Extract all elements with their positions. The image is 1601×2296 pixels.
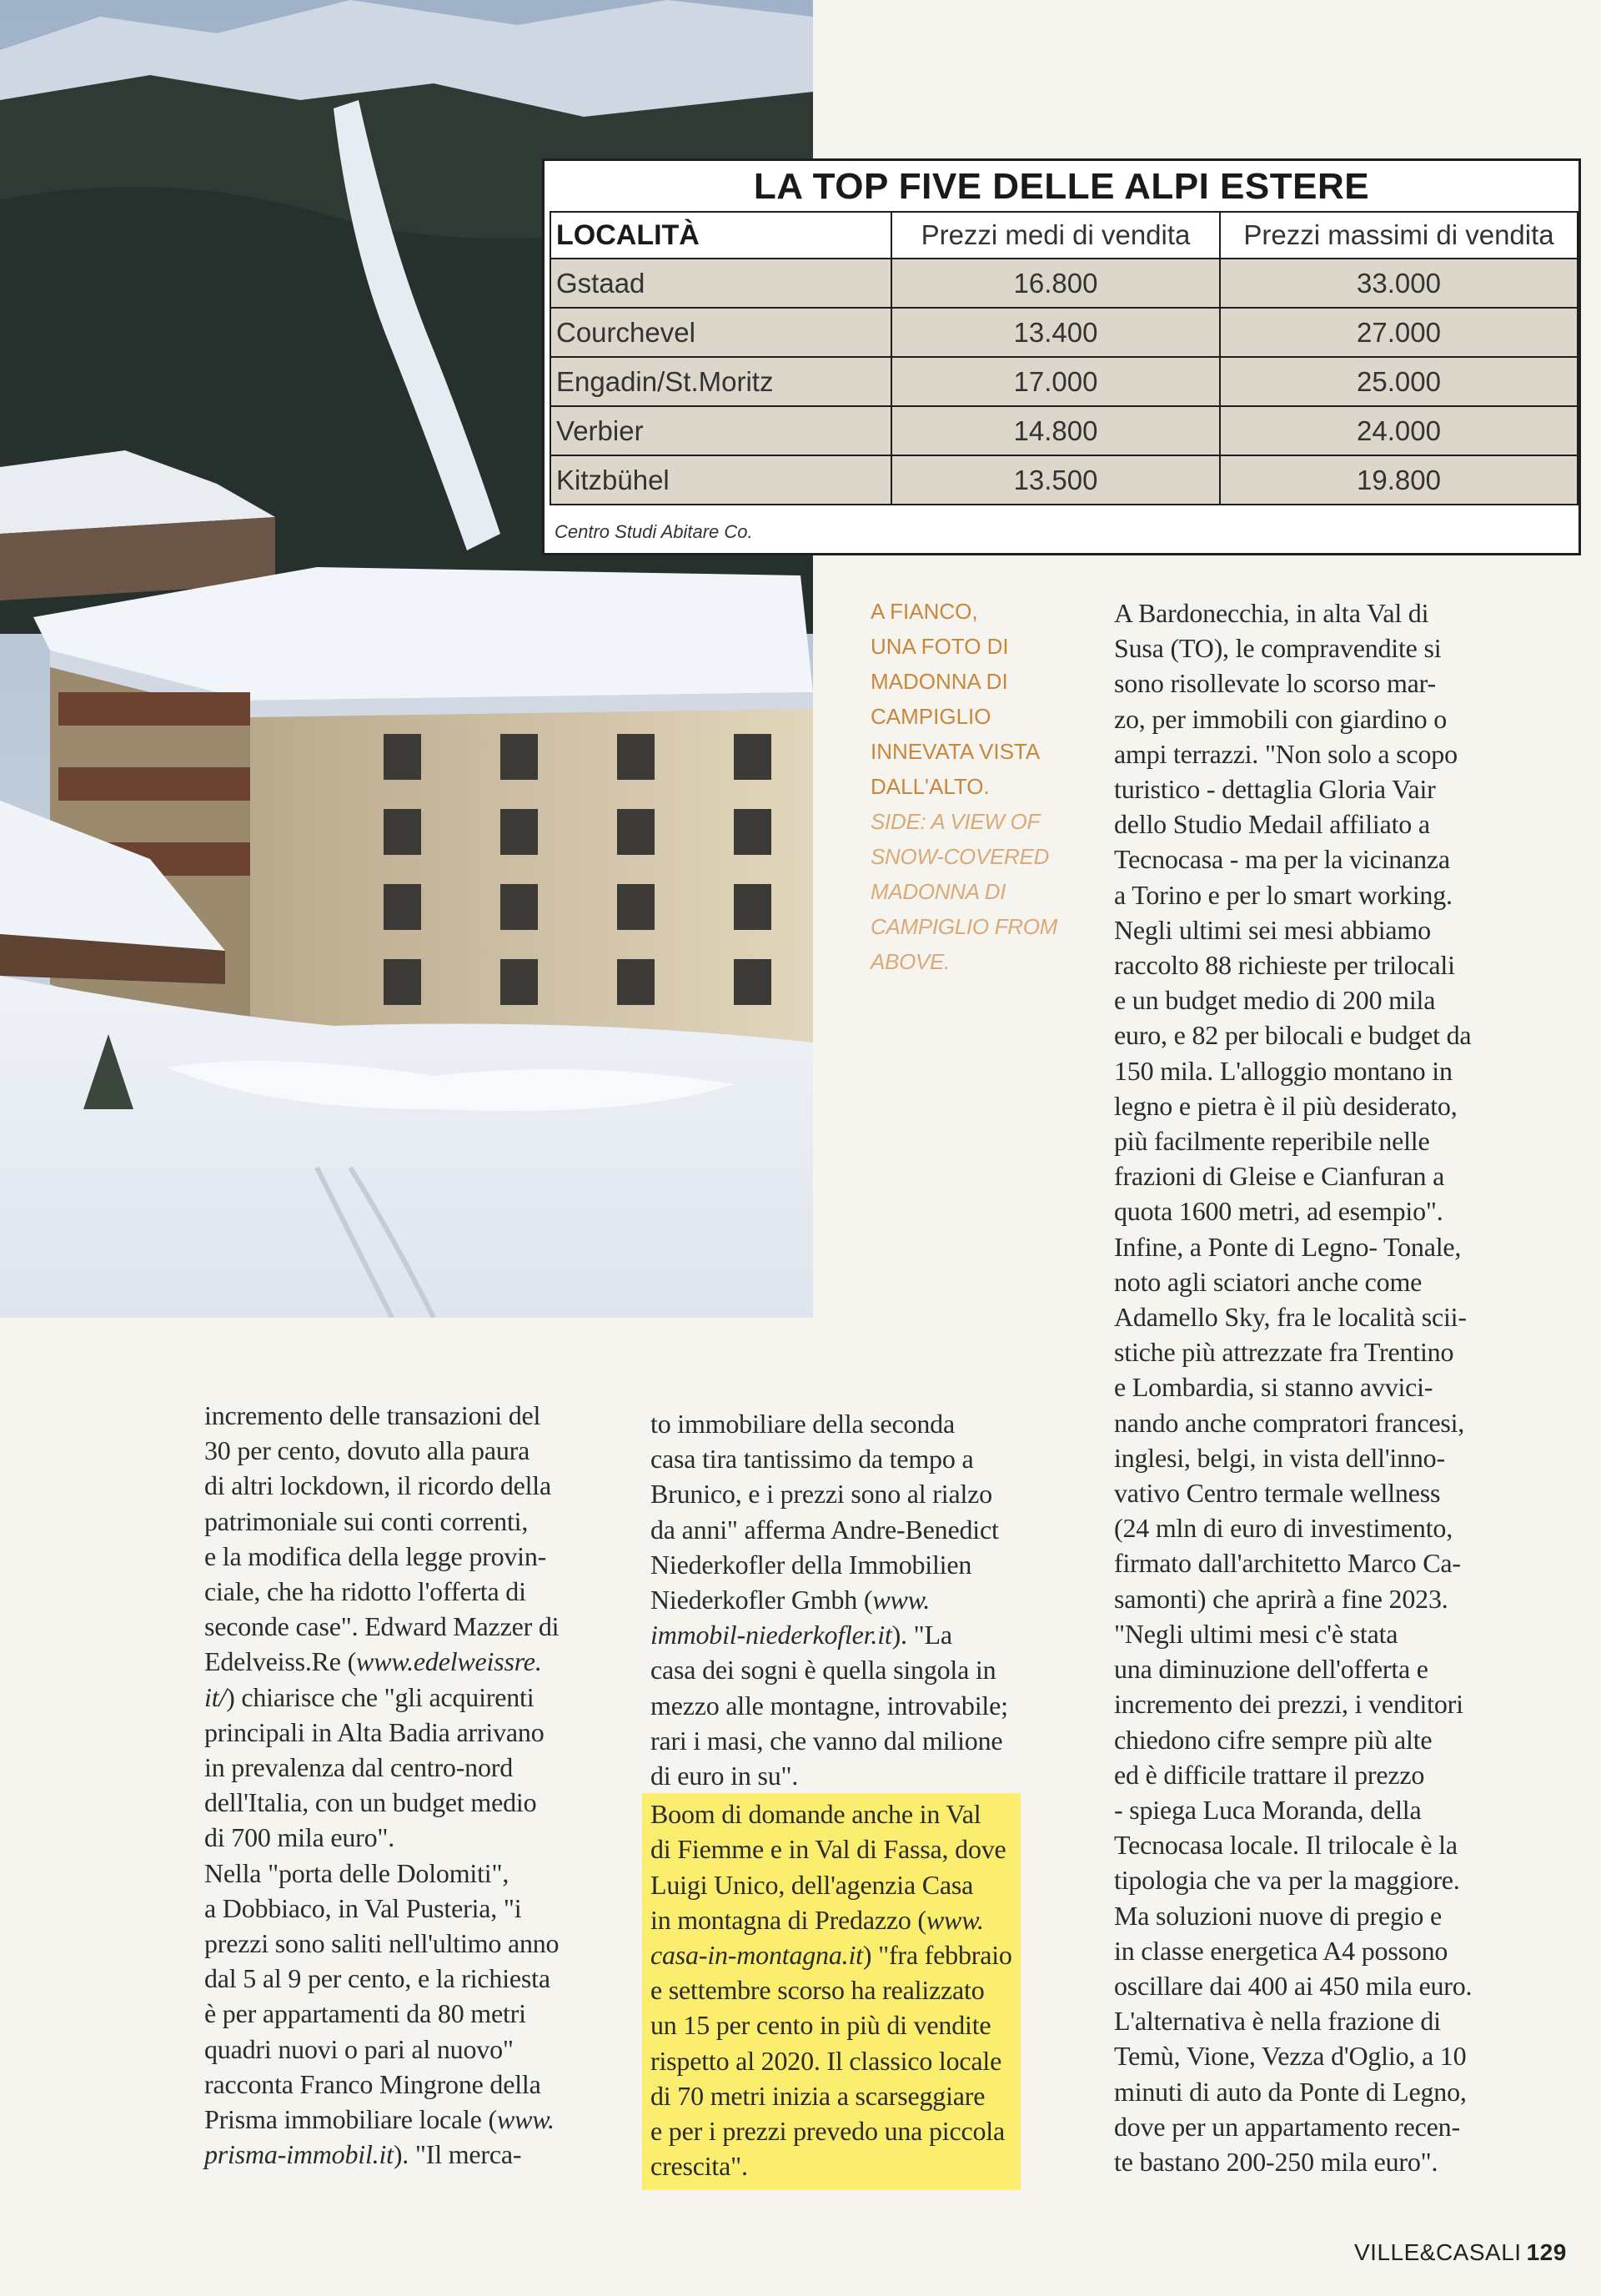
text-line: in classe energetica A4 possono (1114, 1935, 1448, 1966)
page-number: 129 (1526, 2239, 1567, 2265)
text-line: crescita". (650, 2151, 748, 2182)
text-line: - spiega Luca Moranda, della (1114, 1794, 1422, 1825)
text-line: di Fiemme e in Val di Fassa, dove (650, 1834, 1006, 1865)
text-line: frazioni di Gleise e Cianfuran a (1114, 1161, 1445, 1192)
text-line: Susa (TO), le compravendite si (1114, 633, 1442, 664)
text-line: A Bardonecchia, in alta Val di (1114, 598, 1429, 628)
text-line: Niederkofler Gmbh (www. (650, 1585, 931, 1615)
cell-prezzo-massimo: 33.000 (1220, 259, 1578, 308)
text-line: it/) chiarisce che "gli acquirenti (204, 1681, 535, 1712)
cell-localita: Gstaad (550, 259, 891, 308)
table-title: LA TOP FIVE DELLE ALPI ESTERE (753, 166, 1370, 207)
caption-en-line: SIDE: A VIEW OF (871, 809, 1041, 834)
text-line: Tecnocasa locale. Il trilocale è la (1114, 1830, 1458, 1861)
text-line: racconta Franco Mingrone della (204, 2068, 541, 2099)
text-line: turistico - dettaglia Gloria Vair (1114, 774, 1436, 805)
caption-it-line: UNA FOTO DI (871, 634, 1009, 659)
text-line: e la modifica della legge provin- (204, 1540, 547, 1571)
text-line: di euro in su". (650, 1761, 799, 1791)
text-line: e per i prezzi prevedo una piccola (650, 2116, 1005, 2147)
table-row (550, 455, 1578, 505)
text-line: a Torino e per lo smart working. (1114, 879, 1453, 910)
table-row (550, 357, 1578, 406)
text-line: L'alternativa è nella frazione di (1114, 2006, 1441, 2037)
text-line: ed è difficile trattare il prezzo (1114, 1759, 1425, 1790)
caption-it-line: MADONNA DI (871, 669, 1008, 694)
text-line: mezzo alle montagne, introvabile; (650, 1690, 1008, 1721)
table-row (550, 259, 1578, 308)
cell-prezzo-massimo: 25.000 (1220, 357, 1578, 406)
header-localita: LOCALITÀ (550, 212, 891, 259)
cell-prezzo-massimo: 24.000 (1220, 406, 1578, 455)
header-prezzi-massimi: Prezzi massimi di vendita (1220, 212, 1578, 259)
page-footer (1354, 2239, 1567, 2266)
text-line: samonti) che aprirà a fine 2023. (1114, 1583, 1448, 1614)
cell-localita: Kitzbühel (550, 455, 891, 505)
text-line: stiche più attrezzate fra Trentino (1114, 1337, 1454, 1368)
cell-prezzo-massimo: 27.000 (1220, 308, 1578, 357)
cell-prezzo-medio: 13.500 (891, 455, 1220, 505)
text-line: rari i masi, che vanno dal milione (650, 1725, 1003, 1756)
text-line: dal 5 al 9 per cento, e la richiesta (204, 1963, 550, 1994)
text-line: in prevalenza dal centro-nord (204, 1752, 514, 1783)
caption-it-line: A FIANCO, (871, 599, 978, 624)
text-line: tipologia che va per la maggiore. (1114, 1865, 1460, 1896)
text-line: un 15 per cento in più di vendite (650, 2010, 991, 2041)
text-line: to immobiliare della seconda (650, 1409, 955, 1439)
text-line: più facilmente reperibile nelle (1114, 1126, 1430, 1157)
cell-localita: Engadin/St.Moritz (550, 357, 891, 406)
photo-caption (871, 594, 1079, 979)
caption-en-line: ABOVE. (871, 949, 951, 974)
text-line: a Dobbiaco, in Val Pusteria, "i (204, 1892, 522, 1923)
text-line: noto agli sciatori anche come (1114, 1266, 1423, 1297)
text-line: e Lombardia, si stanno avvici- (1114, 1372, 1433, 1403)
text-line: vativo Centro termale wellness (1114, 1478, 1441, 1509)
text-line: Infine, a Ponte di Legno- Tonale, (1114, 1231, 1462, 1262)
highlighted-paragraph (642, 1793, 1021, 2190)
text-line: rispetto al 2020. Il classico locale (650, 2045, 1002, 2076)
text-line: Niederkofler della Immobilien (650, 1549, 972, 1580)
text-line: 30 per cento, dovuto alla paura (204, 1435, 530, 1466)
caption-en-line: SNOW-COVERED (871, 844, 1050, 869)
text-line: legno e pietra è il più desiderato, (1114, 1090, 1458, 1121)
table-row (550, 406, 1578, 455)
caption-it-line: CAMPIGLIO (871, 704, 991, 729)
text-line: "Negli ultimi mesi c'è stata (1114, 1618, 1398, 1649)
caption-en-line: MADONNA DI (871, 879, 1006, 904)
text-line: ampi terrazzi. "Non solo a scopo (1114, 738, 1458, 769)
text-line: quota 1600 metri, ad esempio". (1114, 1196, 1443, 1227)
text-line: Tecnocasa - ma per la vicinanza (1114, 844, 1450, 875)
table-source: Centro Studi Abitare Co. (555, 521, 753, 542)
text-line: Negli ultimi sei mesi abbiamo (1114, 914, 1431, 945)
cell-prezzo-medio: 13.400 (891, 308, 1220, 357)
text-line: in montagna di Predazzo (www. (650, 1904, 984, 1935)
article-column-2 (650, 1406, 1067, 2190)
prices-table (550, 211, 1578, 505)
text-line: Brunico, e i prezzi sono al rialzo (650, 1479, 992, 1510)
cell-prezzo-medio: 17.000 (891, 357, 1220, 406)
text-line: (24 mln di euro di investimento, (1114, 1513, 1453, 1544)
text-line: incremento delle transazioni del (204, 1400, 541, 1430)
text-line: quadri nuovi o pari al nuovo" (204, 2033, 514, 2064)
cell-prezzo-medio: 14.800 (891, 406, 1220, 455)
text-line: casa-in-montagna.it) "fra febbraio (650, 1940, 1012, 1971)
text-line: Luigi Unico, dell'agenzia Casa (650, 1869, 974, 1900)
text-line: seconde case". Edward Mazzer di (204, 1611, 560, 1642)
text-line: incremento dei prezzi, i venditori (1114, 1689, 1463, 1720)
text-line: te bastano 200-250 mila euro". (1114, 2146, 1438, 2177)
text-line: di 70 metri inizia a scarseggiare (650, 2080, 986, 2111)
article-column-3 (1114, 595, 1548, 2179)
text-line: Nella "porta delle Dolomiti", (204, 1857, 509, 1888)
text-line: casa dei sogni è quella singola in (650, 1655, 996, 1686)
text-line: Ma soluzioni nuove di pregio e (1114, 1900, 1443, 1931)
text-line: ciale, che ha ridotto l'offerta di (204, 1576, 526, 1607)
table-header-row (550, 212, 1578, 259)
header-prezzi-medi: Prezzi medi di vendita (891, 212, 1220, 259)
text-line: Edelveiss.Re (www.edelweissre. (204, 1646, 542, 1677)
text-line: firmato dall'architetto Marco Ca- (1114, 1548, 1461, 1579)
text-line: di 700 mila euro". (204, 1822, 395, 1853)
text-line: immobil-niederkofler.it). "La (650, 1620, 952, 1650)
text-line: Adamello Sky, fra le località scii- (1114, 1302, 1467, 1333)
text-line: sono risollevate lo scorso mar- (1114, 668, 1436, 699)
cell-prezzo-medio: 16.800 (891, 259, 1220, 308)
text-line: dell'Italia, con un budget medio (204, 1787, 537, 1818)
text-line: prisma-immobil.it). "Il merca- (204, 2139, 522, 2170)
text-line: e un budget medio di 200 mila (1114, 985, 1436, 1016)
text-line: casa tira tantissimo da tempo a (650, 1444, 974, 1475)
text-line: patrimoniale sui conti correnti, (204, 1505, 529, 1536)
text-line: 150 mila. L'alloggio montano in (1114, 1055, 1453, 1086)
text-line: Temù, Vione, Vezza d'Oglio, a 10 (1114, 2041, 1467, 2072)
article-column-1 (204, 1398, 613, 2172)
text-line: di altri lockdown, il ricordo della (204, 1470, 552, 1501)
table-row (550, 308, 1578, 357)
text-line: da anni" afferma Andre-Benedict (650, 1514, 999, 1545)
text-line: una diminuzione dell'offerta e (1114, 1654, 1428, 1685)
text-line: inglesi, belgi, in vista dell'inno- (1114, 1442, 1445, 1473)
text-line: Prisma immobiliare locale (www. (204, 2104, 555, 2135)
text-line: nando anche compratori francesi, (1114, 1407, 1465, 1438)
text-line: prezzi sono saliti nell'ultimo anno (204, 1928, 560, 1959)
caption-it-line: DALL'ALTO. (871, 774, 990, 799)
text-line: zo, per immobili con giardino o (1114, 703, 1448, 734)
text-line: dove per un appartamento recen- (1114, 2111, 1460, 2142)
text-line: chiedono cifre sempre più alte (1114, 1724, 1433, 1755)
caption-it-line: INNEVATA VISTA (871, 739, 1041, 764)
cell-prezzo-massimo: 19.800 (1220, 455, 1578, 505)
magazine-name: VILLE&CASALI (1354, 2239, 1522, 2265)
cell-localita: Courchevel (550, 308, 891, 357)
text-line: dello Studio Medail affiliato a (1114, 809, 1430, 840)
text-line: Boom di domande anche in Val (650, 1799, 981, 1830)
text-line: principali in Alta Badia arrivano (204, 1716, 545, 1747)
text-line: raccolto 88 richieste per trilocali (1114, 950, 1455, 981)
text-line: oscillare dai 400 ai 450 mila euro. (1114, 1970, 1473, 2001)
caption-en-line: CAMPIGLIO FROM (871, 914, 1058, 939)
text-line: è per appartamenti da 80 metri (204, 1998, 526, 2029)
cell-localita: Verbier (550, 406, 891, 455)
text-line: minuti di auto da Ponte di Legno, (1114, 2076, 1467, 2107)
top-five-table (542, 158, 1581, 555)
text-line: euro, e 82 per bilocali e budget da (1114, 1020, 1472, 1051)
text-line: e settembre scorso ha realizzato (650, 1975, 985, 2006)
